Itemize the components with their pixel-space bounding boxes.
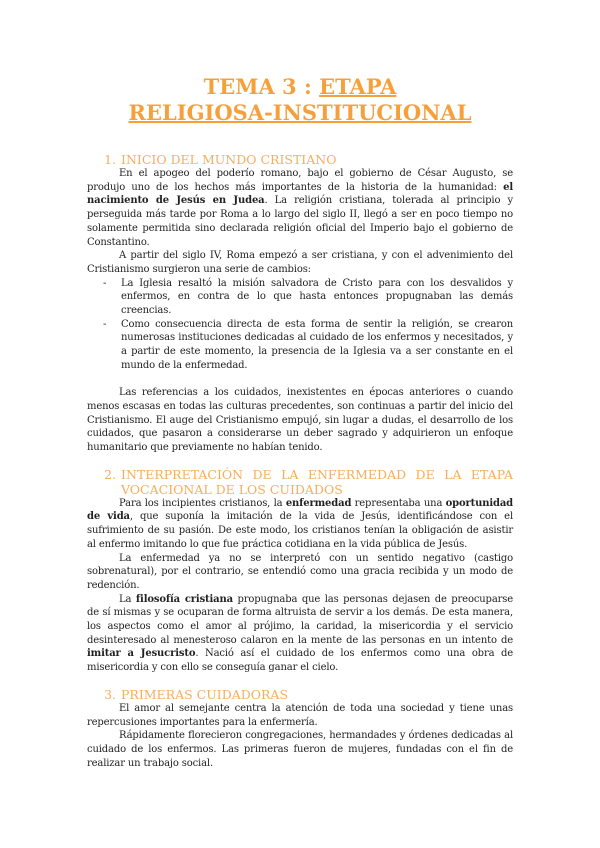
bold-text: oportunidad de vida	[87, 497, 513, 523]
dash-bullet: -	[103, 277, 107, 289]
text-run: La	[119, 593, 136, 605]
paragraph	[87, 497, 513, 552]
text-run: En el apogeo del poderío romano, bajo el gobierno de César Augusto, se produjo uno de los hechos más importantes de la historia de la humanidad:	[87, 168, 513, 193]
list-item-text	[121, 318, 513, 373]
bullet-list	[87, 277, 513, 373]
paragraph	[87, 593, 513, 675]
text-run: A partir del siglo IV, Roma empezó a ser cristiana, y con el advenimiento del Cristianismo surgieron una serie de cambios:	[87, 250, 513, 275]
section-title: INICIO DEL MUNDO CRISTIANO	[121, 152, 337, 167]
list-item	[87, 277, 513, 318]
section-number: 2.	[104, 466, 116, 482]
list-item-text	[121, 277, 513, 318]
bold-text: imitar a Jesucristo	[87, 648, 196, 660]
section-number: 1.	[104, 152, 116, 167]
paragraph	[87, 249, 513, 276]
title-prefix: TEMA 3 :	[203, 74, 320, 99]
section-title: PRIMERAS CUIDADORAS	[121, 686, 289, 702]
section-number: 3.	[104, 686, 116, 702]
spacer	[87, 675, 513, 687]
paragraph	[87, 386, 513, 455]
text-run: Para los incipientes cristianos, la	[119, 497, 286, 509]
text-run: . Nació así el cuidado de los enfermos como una obra de misericordia y con ello se conseguía ganar el cielo.	[87, 648, 513, 674]
text-run: propugnaba que las personas dejasen de preocuparse de sí mismas y se ocuparan de forma altruista de servir a los demás. De esta manera, los aspectos como el amor al prójimo, la caridad, la misericordia y el servicio desinteresado al menesteroso calaron en la mente de las personas en un intento de	[87, 593, 514, 646]
text-run: representaba una	[351, 497, 446, 509]
text-run: , que suponía la imitación de la vida de Jesús, identificándose con el sufrimiento de su pasión. De este modo, los cristianos tenían la obligación de asistir al enfermo imitando lo que fue práctica cotidiana en la vida pública de Jesús.	[87, 511, 513, 550]
section-heading	[87, 687, 513, 702]
text-run: La Iglesia resaltó la misión salvadora de Cristo para con los desvalidos y enfermos, en contra de lo que hasta entonces propugnaban las demás creencias.	[121, 277, 513, 317]
bold-text: el nacimiento de Jesús en Judea	[87, 181, 513, 207]
paragraph	[87, 702, 513, 729]
document-body	[87, 152, 513, 770]
text-run: Las referencias a los cuidados, inexistentes en épocas anteriores o cuando menos escasas en todas las culturas precedentes, son continuas a partir del inicio del Cristianismo. El auge del Cristianismo empujó, sin lugar a dudas, el desarrollo de los cuidados, que pasaron a considerarse un deber sagrado y adquirieron un enfoque humanitario que previamente no habían tenido.	[87, 387, 513, 454]
paragraph	[87, 167, 513, 249]
title-underlined-1: ETAPA	[319, 74, 397, 99]
document-title	[0, 74, 600, 126]
list-item	[87, 318, 513, 373]
paragraph	[87, 729, 513, 770]
dash-bullet: -	[103, 318, 107, 330]
text-run: Rápidamente florecieron congregaciones, hermandades y órdenes dedicadas al cuidado de los enfermos. Las primeras fueron de mujeres, fundadas con el fin de realizar un trabajo social.	[87, 730, 513, 769]
text-run: Como consecuencia directa de esta forma de sentir la religión, se crearon numerosas instituciones dedicadas al cuidado de los enfermos y necesitados, y a partir de este momento, la presencia de la Iglesia va a ser constante en el mundo de la enfermedad.	[121, 318, 513, 371]
text-run: . La religión cristiana, tolerada al principio y perseguida más tarde por Roma a lo largo del siglo II, llegó a ser en poco tiempo no solamente permitida sino declarada religión oficial del Imperio bajo el gobierno de Constantino.	[87, 195, 513, 248]
section-heading	[87, 467, 513, 497]
section-heading	[87, 152, 513, 167]
bold-text: enfermedad	[285, 497, 352, 509]
text-run: La enfermedad ya no se interpretó con un sentido negativo (castigo sobrenatural), por el contrario, se entendió como una gracia recibida y un modo de redención.	[87, 552, 513, 591]
spacer	[87, 373, 513, 387]
text-run: El amor al semejante centra la atención de toda una sociedad y tiene unas repercusiones importantes para la enfermería.	[87, 702, 513, 728]
paragraph	[87, 552, 513, 593]
spacer	[87, 455, 513, 467]
bold-text: filosofía cristiana	[135, 593, 233, 605]
title-underlined-2: RELIGIOSA-INSTITUCIONAL	[128, 100, 472, 125]
section-title: INTERPRETACIÓN DE LA ENFERMEDAD DE LA ETAPA VOCACIONAL DE LOS CUIDADOS	[121, 466, 513, 497]
